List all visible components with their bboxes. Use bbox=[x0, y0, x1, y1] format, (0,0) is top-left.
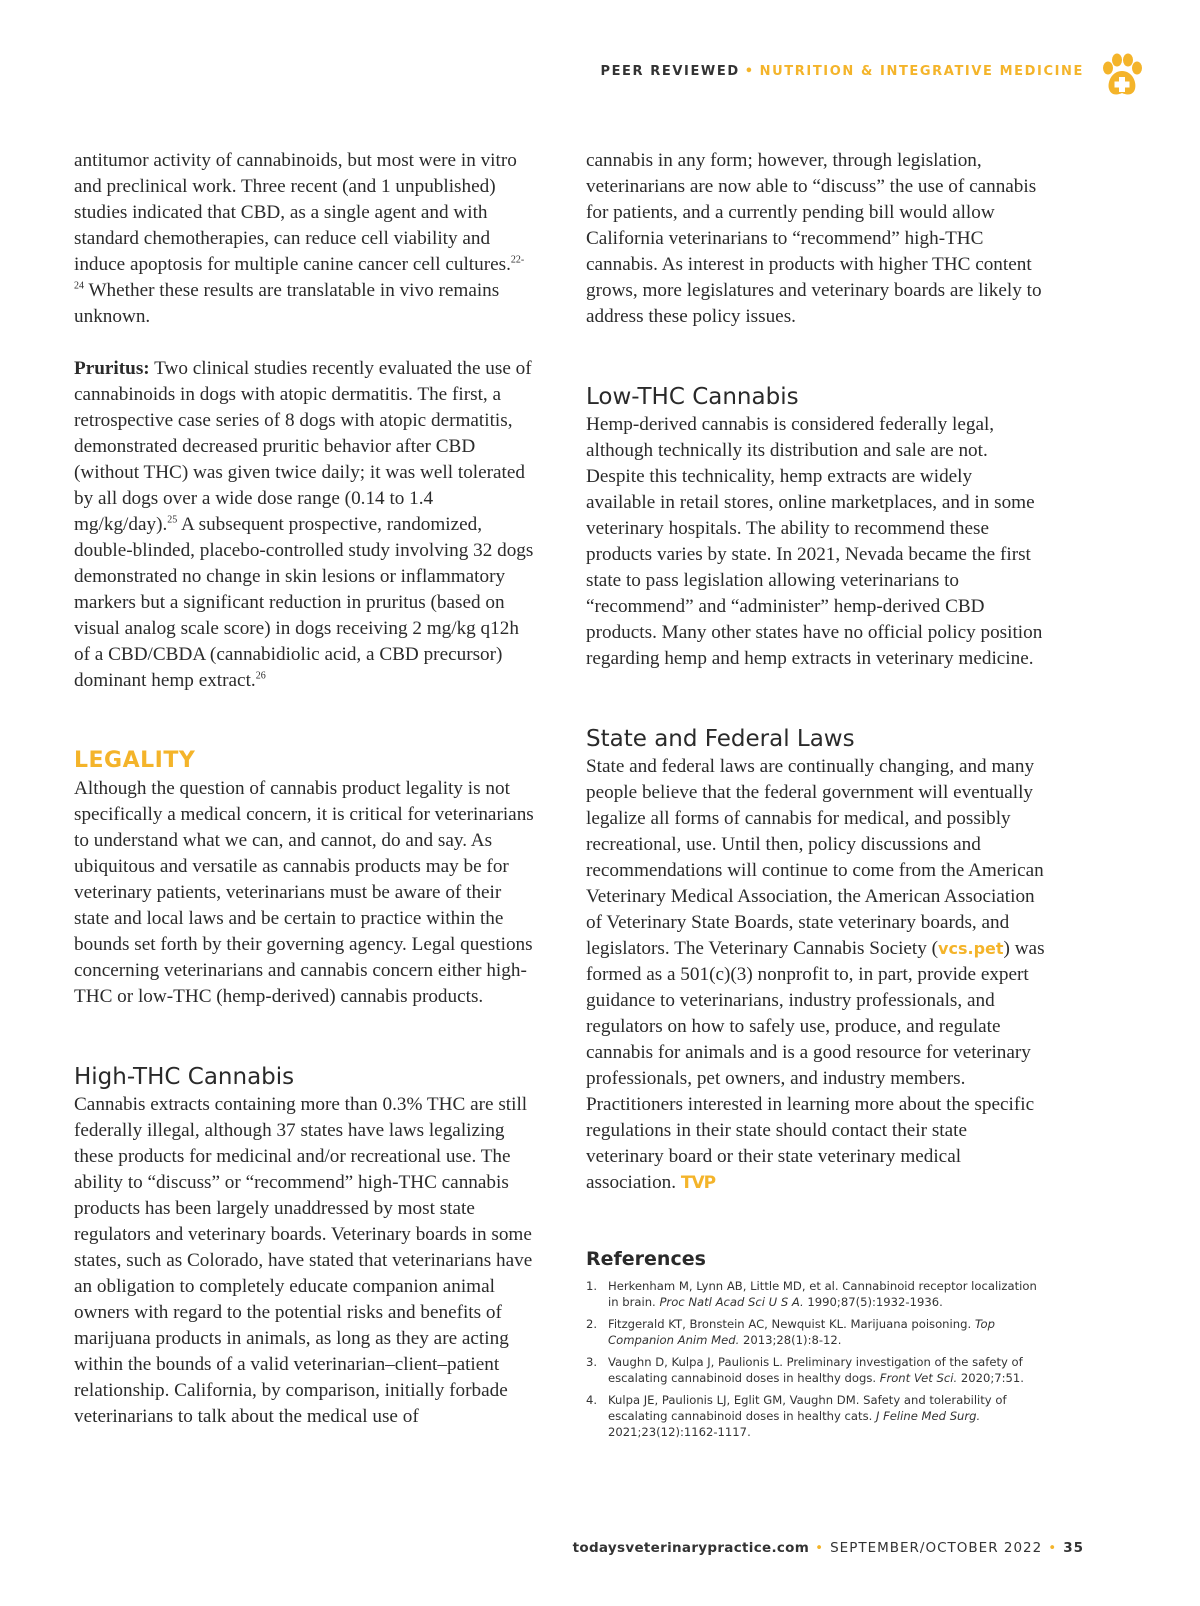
header-separator: • bbox=[744, 64, 755, 79]
running-header bbox=[600, 64, 1084, 79]
reference-item bbox=[586, 1354, 1046, 1386]
citation-26: 26 bbox=[255, 670, 266, 682]
paragraph-cannabis-form: cannabis in any form; however, through legislation, veterinarians are now able to “discuss” the use of cannabis for patients, and a currently pending bill would allow California veterinarians to “recommend” high-THC cannabis. As interest in products with higher THC content grows, more legislatures and veterinary boards are likely to address these policy issues. bbox=[586, 150, 1042, 327]
reference-item bbox=[586, 1392, 1046, 1440]
reference-text: Fitzgerald KT, Bronstein AC, Newquist KL. Marijuana poisoning. bbox=[608, 1317, 975, 1331]
left-column bbox=[74, 148, 534, 1430]
reference-number: 4. bbox=[586, 1393, 598, 1407]
header-section: NUTRITION & INTEGRATIVE MEDICINE bbox=[759, 64, 1084, 79]
reference-journal: Top Companion Anim Med. bbox=[608, 1317, 995, 1347]
antitumor-tail: Whether these results are translatable in vivo remains unknown. bbox=[74, 280, 500, 327]
pruritus-label: Pruritus: bbox=[74, 358, 150, 379]
reference-tail: 2020;7:51. bbox=[957, 1371, 1024, 1385]
header-kicker: PEER REVIEWED bbox=[600, 64, 740, 79]
footer-issue: SEPTEMBER/OCTOBER 2022 bbox=[830, 1540, 1043, 1556]
reference-journal: Proc Natl Acad Sci U S A. bbox=[659, 1295, 804, 1309]
paragraph-laws bbox=[586, 754, 1046, 1196]
paragraph-pruritus bbox=[74, 356, 534, 694]
vcs-link[interactable]: vcs.pet bbox=[938, 939, 1004, 958]
paragraph-legality: Although the question of cannabis product legality is not specifically a medical concern, it is critical for veterinarians to understand what we can, and cannot, do and say. As ubiquitous and versatile as cannabis products may be for veterinary patients, veterinarians must be aware of their state and local laws and be certain to practice within the bounds set forth by their governing agency. Legal questions concerning veterinarians and cannabis concern either high-THC or low-THC (hemp-derived) cannabis products. bbox=[74, 778, 534, 1007]
reference-tail: 2021;23(12):1162-1117. bbox=[608, 1425, 751, 1439]
reference-item bbox=[586, 1316, 1046, 1348]
pruritus-text-a: Two clinical studies recently evaluated the use of cannabinoids in dogs with atopic dermatitis. The first, a retrospective case series of 8 dogs with atopic dermatitis, demonstrated decreased pruritic behavior after CBD (without THC) was given twice daily; it was well tolerated by all dogs over a wide dose range (0.14 to 1.4 mg/kg/day). bbox=[74, 358, 532, 535]
legality-heading: LEGALITY bbox=[74, 748, 196, 773]
reference-tail: 1990;87(5):1932-1936. bbox=[803, 1295, 943, 1309]
citation-25: 25 bbox=[167, 514, 178, 526]
reference-journal: J Feline Med Surg. bbox=[876, 1409, 981, 1423]
citation-22-24: 22-24 bbox=[74, 254, 525, 292]
reference-number: 1. bbox=[586, 1279, 598, 1293]
tvp-end-mark: TVP bbox=[680, 1173, 716, 1193]
pruritus-text-b: A subsequent prospective, randomized, double-blinded, placebo-controlled study involving 32 dogs demonstrated no change in skin lesions or inflammatory markers but a significant reduction in pruritus (based on visual analog scale score) in dogs receiving 2 mg/kg q12h of a CBD/CBDA (cannabidiolic acid, a CBD precursor) dominant hemp extract. bbox=[74, 514, 534, 691]
reference-text: Kulpa JE, Paulionis LJ, Eglit GM, Vaughn DM. Safety and tolerability of escalating cannabinoid doses in healthy cats. bbox=[608, 1393, 1007, 1423]
laws-text-a: State and federal laws are continually changing, and many people believe that the federal government will eventually legalize all forms of cannabis for medical, and possibly recreational, use. Until then, policy discussions and recommendations will continue to come from the American Veterinary Medical Association, the American Association of Veterinary State Boards, state veterinary boards, and legislators. The Veterinary Cannabis Society ( bbox=[586, 756, 1044, 959]
footer-separator-2: • bbox=[1048, 1540, 1058, 1556]
reference-journal: Front Vet Sci. bbox=[879, 1371, 958, 1385]
page-footer bbox=[573, 1540, 1084, 1556]
antitumor-text: antitumor activity of cannabinoids, but most were in vitro and preclinical work. Three recent (and 1 unpublished) studies indicated that CBD, as a single agent and with standard chemotherapies, can reduce cell viability and induce apoptosis for multiple canine cancer cell cultures. bbox=[74, 150, 517, 275]
reference-tail: 2013;28(1):8-12. bbox=[739, 1333, 842, 1347]
reference-number: 2. bbox=[586, 1317, 598, 1331]
laws-text-b: ) was formed as a 501(c)(3) nonprofit to, in part, provide expert guidance to veterinarians, industry professionals, and regulators on how to safely use, produce, and regulate cannabis for animals and is a good resource for veterinary professionals, pet owners, and industry members. Practitioners interested in learning more about the specific regulations in their state should contact their state veterinary board or their state veterinary medical association. bbox=[586, 938, 1045, 1193]
page-number: 35 bbox=[1063, 1540, 1084, 1556]
references-list bbox=[586, 1278, 1046, 1440]
reference-text: Vaughn D, Kulpa J, Paulionis L. Preliminary investigation of the safety of escalating cannabinoid doses in healthy dogs. bbox=[608, 1355, 1023, 1385]
paragraph-antitumor bbox=[74, 148, 534, 330]
reference-text: Herkenham M, Lynn AB, Little MD, et al. Cannabinoid receptor localization in brain. bbox=[608, 1279, 1037, 1309]
reference-number: 3. bbox=[586, 1355, 598, 1369]
laws-heading: State and Federal Laws bbox=[586, 726, 855, 752]
low-thc-heading: Low-THC Cannabis bbox=[586, 384, 799, 410]
paragraph-low-thc: Hemp-derived cannabis is considered federally legal, although technically its distribution and sale are not. Despite this technicality, hemp extracts are widely available in retail stores, online marketplaces, and in some veterinary hospitals. The ability to recommend these products varies by state. In 2021, Nevada became the first state to pass legislation allowing veterinarians to “recommend” and “administer” hemp-derived CBD products. Many other states have no official policy position regarding hemp and hemp extracts in veterinary medicine. bbox=[586, 414, 1043, 669]
footer-separator: • bbox=[815, 1540, 825, 1556]
right-column bbox=[586, 148, 1046, 1446]
paragraph-high-thc: Cannabis extracts containing more than 0.3% THC are still federally illegal, although 37 states have laws legalizing these products for medicinal and/or recreational use. The ability to “discuss” or “recommend” high-THC cannabis products has been largely unaddressed by most state regulators and veterinary boards. Veterinary boards in some states, such as Colorado, have stated that veterinarians have an obligation to completely educate companion animal owners with regard to the potential risks and benefits of marijuana products in animals, as long as they are acting within the bounds of a valid veterinarian–client–patient relationship. California, by comparison, initially forbade veterinarians to talk about the medical use of bbox=[74, 1094, 533, 1427]
paw-plus-icon bbox=[1098, 52, 1146, 100]
footer-site[interactable]: todaysveterinarypractice.com bbox=[572, 1540, 810, 1556]
high-thc-heading: High-THC Cannabis bbox=[74, 1064, 295, 1090]
references-heading: References bbox=[586, 1248, 706, 1270]
reference-item bbox=[586, 1278, 1046, 1310]
